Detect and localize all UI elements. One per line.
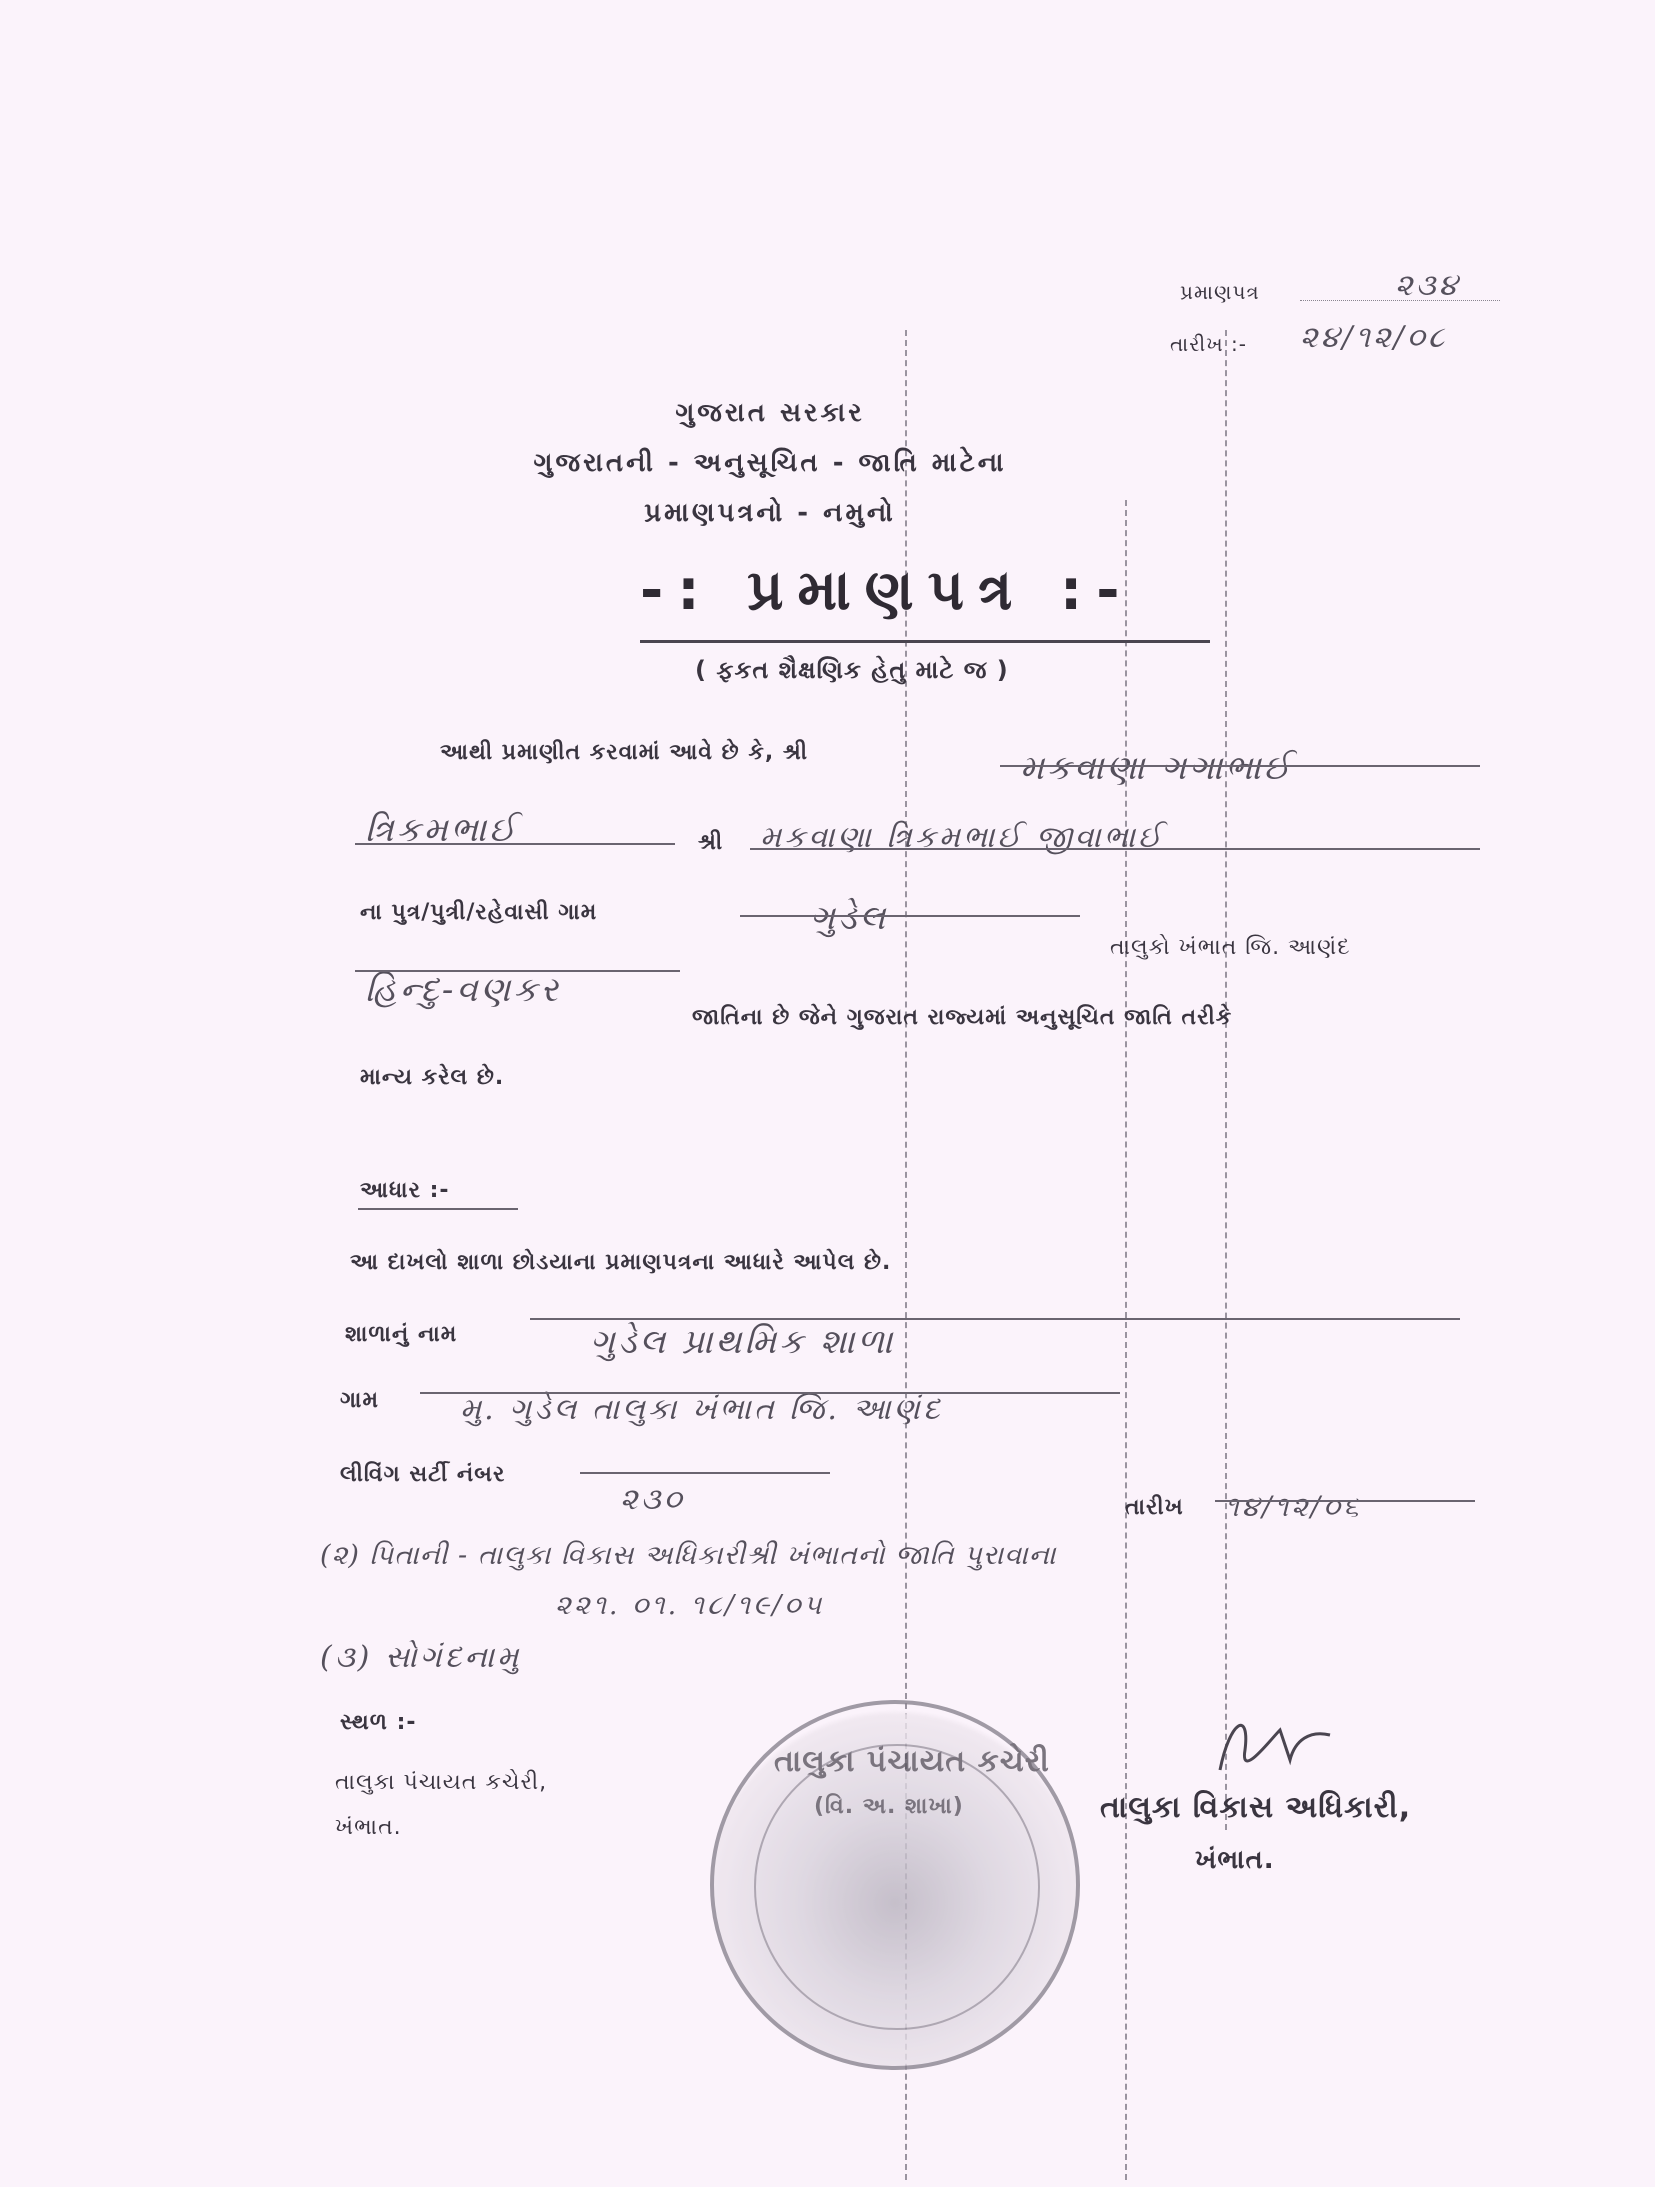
father-name-line: [750, 848, 1480, 850]
cert-number-label: પ્રમાણપત્ર: [1180, 280, 1260, 304]
village-name: ગુડેલ: [810, 898, 889, 938]
lc-date-label: તારીખ: [1125, 1495, 1184, 1520]
office-seal-inner-ring: [754, 1744, 1040, 2030]
fold-line-right: [1225, 330, 1227, 1830]
cert-number-value: ૨૩૪: [1395, 268, 1461, 303]
stamp-text: તાલુકા પંચાયત કચેરી: [774, 1744, 1050, 1779]
certificate-title: -: પ્રમાણપત્ર :-: [640, 558, 1134, 623]
office-left-city: ખંભાત.: [335, 1815, 402, 1840]
place-label: સ્થળ :-: [340, 1710, 417, 1735]
officer-signature: [1200, 1700, 1350, 1790]
taluka-text: તાલુકો ખંભાત જિ. આણંદ: [1110, 935, 1351, 960]
header-line-3: પ્રમાણપત્રનો - નમુનો: [644, 498, 896, 528]
shri-label: શ્રી: [698, 830, 724, 855]
resident-text: ના પુત્ર/પુત્રી/રહેવાસી ગામ: [360, 900, 598, 925]
holder-name-line: [1000, 765, 1480, 767]
basis-text: આ દાખલો શાળા છોડયાના પ્રમાણપત્રના આધારે આપેલ છે.: [350, 1250, 892, 1275]
lc-date-line: [1215, 1500, 1475, 1502]
basis-heading-underline: [358, 1208, 518, 1210]
title-underline: [640, 640, 1210, 643]
basis-village-label: ગામ: [340, 1388, 379, 1413]
caste-name: હિન્દુ-વણકર: [365, 970, 561, 1010]
school-name-line: [530, 1318, 1460, 1320]
cert-date-value: ૨૪/૧૨/૦૮: [1300, 320, 1448, 355]
lc-date: ૧૪/૧૨/૦૬: [1225, 1490, 1362, 1523]
certificate-subtitle: ( ફકત શૈક્ષણિક હેતુ માટે જ ): [695, 656, 1009, 684]
caste-name-line: [355, 970, 680, 972]
office-seal-stamp: [710, 1700, 1080, 2070]
officer-city: ખંભાત.: [1195, 1845, 1275, 1875]
certify-text: આથી પ્રમાણીત કરવામાં આવે છે કે, શ્રી: [440, 740, 809, 765]
note-2: (૨) પિતાની - તાલુકા વિકાસ અધિકારીશ્રી ખંભાતનો જાતિ પુરાવાના: [320, 1540, 1057, 1571]
caste-text: જાતિના છે જેને ગુજરાત રાજ્યમાં અનુસૂચિત જાતિ તરીકે: [692, 1005, 1233, 1030]
lc-label: લીવિંગ સર્ટી નંબર: [340, 1462, 506, 1487]
holder-name-cont: ત્રિકમભાઈ: [365, 810, 519, 850]
lc-number: ૨૩૦: [620, 1482, 685, 1517]
cert-number-line: [1300, 300, 1500, 301]
lc-number-line: [580, 1472, 830, 1474]
village-name-line: [740, 915, 1080, 917]
school-label: શાળાનું નામ: [345, 1322, 458, 1347]
recognized-text: માન્ય કરેલ છે.: [360, 1065, 505, 1090]
holder-name: મકવાણા ગગાભાઈ: [1020, 748, 1294, 788]
father-name: મકવાણા ત્રિકમભાઈ જીવાભાઈ: [760, 820, 1165, 855]
cert-date-label: તારીખ :-: [1170, 332, 1247, 356]
basis-village-line: [420, 1392, 1120, 1394]
basis-heading: આધાર :-: [360, 1178, 450, 1203]
note-2-cont: ૨૨૧. ૦૧. ૧૮/૧૯/૦૫: [555, 1590, 825, 1621]
basis-village-name: મુ. ગુડેલ તાલુકા ખંભાત જિ. આણંદ: [460, 1392, 943, 1427]
school-name: ગુડેલ પ્રાથમિક શાળા: [590, 1322, 896, 1362]
officer-title: તાલુકા વિકાસ અધિકારી,: [1100, 1790, 1412, 1825]
header-line-1: ગુજરાત સરકાર: [675, 398, 865, 428]
note-3: (૩) સોગંદનામુ: [320, 1640, 522, 1675]
holder-name-cont-line: [355, 843, 675, 845]
office-left: તાલુકા પંચાયત કચેરી,: [335, 1770, 548, 1795]
header-line-2: ગુજરાતની - અનુસૂચિત - જાતિ માટેના: [533, 448, 1007, 478]
stamp-sub: (વિ. અ. શાખા): [814, 1794, 964, 1819]
